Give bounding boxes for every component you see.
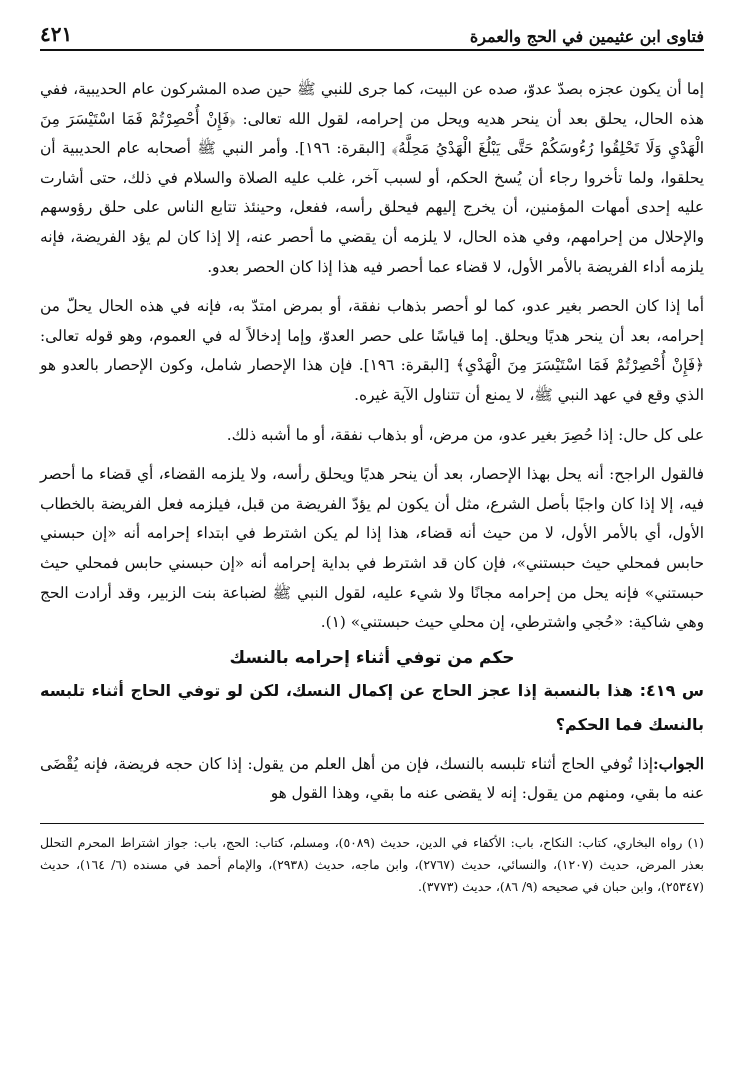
running-title: فتاوى ابن عثيمين في الحج والعمرة bbox=[469, 27, 704, 46]
footnote-1: (١) رواه البخاري، كتاب: النكاح، باب: الأكفاء في الدين، حديث (٥٠٨٩)، ومسلم، كتاب: الحج، باب: جواز اشتراط المحرم التحلل بعذر المرض، حديث (١٢٠٧)، والنسائي، حديث (٢٧٦٧)، وابن ماجه، حديث (٢٩٣٨)، والإمام أحمد في مسنده (٦/ ١٦٤)، حديث (٢٥٣٤٧)، وابن حبان في صحيحه (٩/ ٨٦)، حديث (٣٧٧٣). bbox=[40, 834, 704, 894]
paragraph-4: فالقول الراجح: أنه يحل بهذا الإحصار، بعد أن ينحر هديًا ويحلق رأسه، ولا يلزمه القضاء، أي قضاء ما أحصر فيه، إلا إذا كان واجبًا بأصل الشرع، مثل أن يكون لم يؤدّ الفريضة من قبل، فيلزمه فعل الفريضة بالخطاب الأول، أي بالأمر الأول، لا من حيث أنه قضاء، هذا إذا لم يكن اشترط في ابتداء إحرامه أنه «إن حبسني حابس فمحلي حيث حبستني»، فإن كان قد اشترط في بداية إحرامه أنه «إن حبسني حابس فمحلي حيث حبستني» فإنه يحل من إحرامه مجانًا ولا شيء عليه، لقول النبي ﷺ لضباعة بنت الزبير، وقد أرادت الحج وهي شاكية: «حُجي واشترطي، إن محلي حيث حبستني» (١). bbox=[40, 465, 704, 632]
paragraph-1: إما أن يكون عجزه بصدّ عدوّ، صده عن البيت، كما جرى للنبي ﷺ حين صده المشركون عام الحديبية، ففي هذه الحال، يحلق بعد أن ينحر هديه ويحل من إحرامه، لقول الله تعالى: ﴿فَإِنْ أُحْصِرْتُمْ فَمَا اسْتَيْسَرَ مِنَ الْهَدْيِ وَلَا تَحْلِقُوا رُءُوسَكُمْ حَتَّى يَبْلُغَ الْهَدْيُ مَحِلَّهُ﴾ [البقرة: ١٩٦]. وأمر النبي ﷺ أصحابه عام الحديبية أن يحلقوا، ولما تأخروا رجاء أن يُسخ الحكم، أو لسبب آخر، غلب عليه الصلاة والسلام في ذلك، حتى أشارت عليه إحدى أمهات المؤمنين، أن يخرج إليهم فيحلق رأسه، ففعل، وحينئذ تتابع الناس على حلق رؤوسهم والإحلال من إحرامهم، وفي هذه الحال، لا يلزمه أن يقضي ما أحصر عنه، إلا إذا كان لم يؤد الفريضة، فإنه يلزمه أداء الفريضة بالأمر الأول، لا قضاء عما أحصر فيه هذا إذا كان الحصر بعدو. bbox=[40, 80, 704, 276]
answer-paragraph bbox=[40, 750, 704, 809]
section-heading: حكم من توفي أثناء إحرامه بالنسك bbox=[229, 647, 515, 668]
page-number: ٤٢١ bbox=[40, 22, 73, 46]
question-419: س ٤١٩: هذا بالنسبة إذا عجز الحاج عن إكمال النسك، لكن لو توفي الحاج أثناء تلبسه بالنسك فما الحكم؟ bbox=[40, 680, 704, 734]
page-header bbox=[40, 14, 704, 46]
answer-text: إذا تُوفي الحاج أثناء تلبسه بالنسك، فإن من أهل العلم من يقول: إذا كان حجه فريضة، فإنه يُقْضَى عنه ما بقي، ومنهم من يقول: إنه لا يقضى عنه ما بقي، وهذا القول هو bbox=[40, 754, 704, 803]
footnote-rule bbox=[40, 823, 704, 824]
paragraph-2: أما إذا كان الحصر بغير عدو، كما لو أحصر بذهاب نفقة، أو بمرض امتدّ به، فإنه في هذه الحال يحلّ من إحرامه، بعد أن ينحر هديًا ويحلق. إما قياسًا على حصر العدوّ، وإما إدخالاً له في العموم، وهو قوله تعالى: ﴿فَإِنْ أُحْصِرْتُمْ فَمَا اسْتَيْسَرَ مِنَ الْهَدْيِ﴾ [البقرة: ١٩٦]. فإن هذا الإحصار شامل، وكون الإحصار بالعدو هو الذي وقع في عهد النبي ﷺ، لا يمنع أن تتناول الآية غيره. bbox=[40, 297, 704, 404]
paragraph-3: على كل حال: إذا حُصِرَ بغير عدو، من مرض، أو بذهاب نفقة، أو ما أشبه ذلك. bbox=[226, 425, 704, 444]
header-rule bbox=[40, 49, 704, 51]
answer-label: الجواب: bbox=[653, 754, 704, 773]
